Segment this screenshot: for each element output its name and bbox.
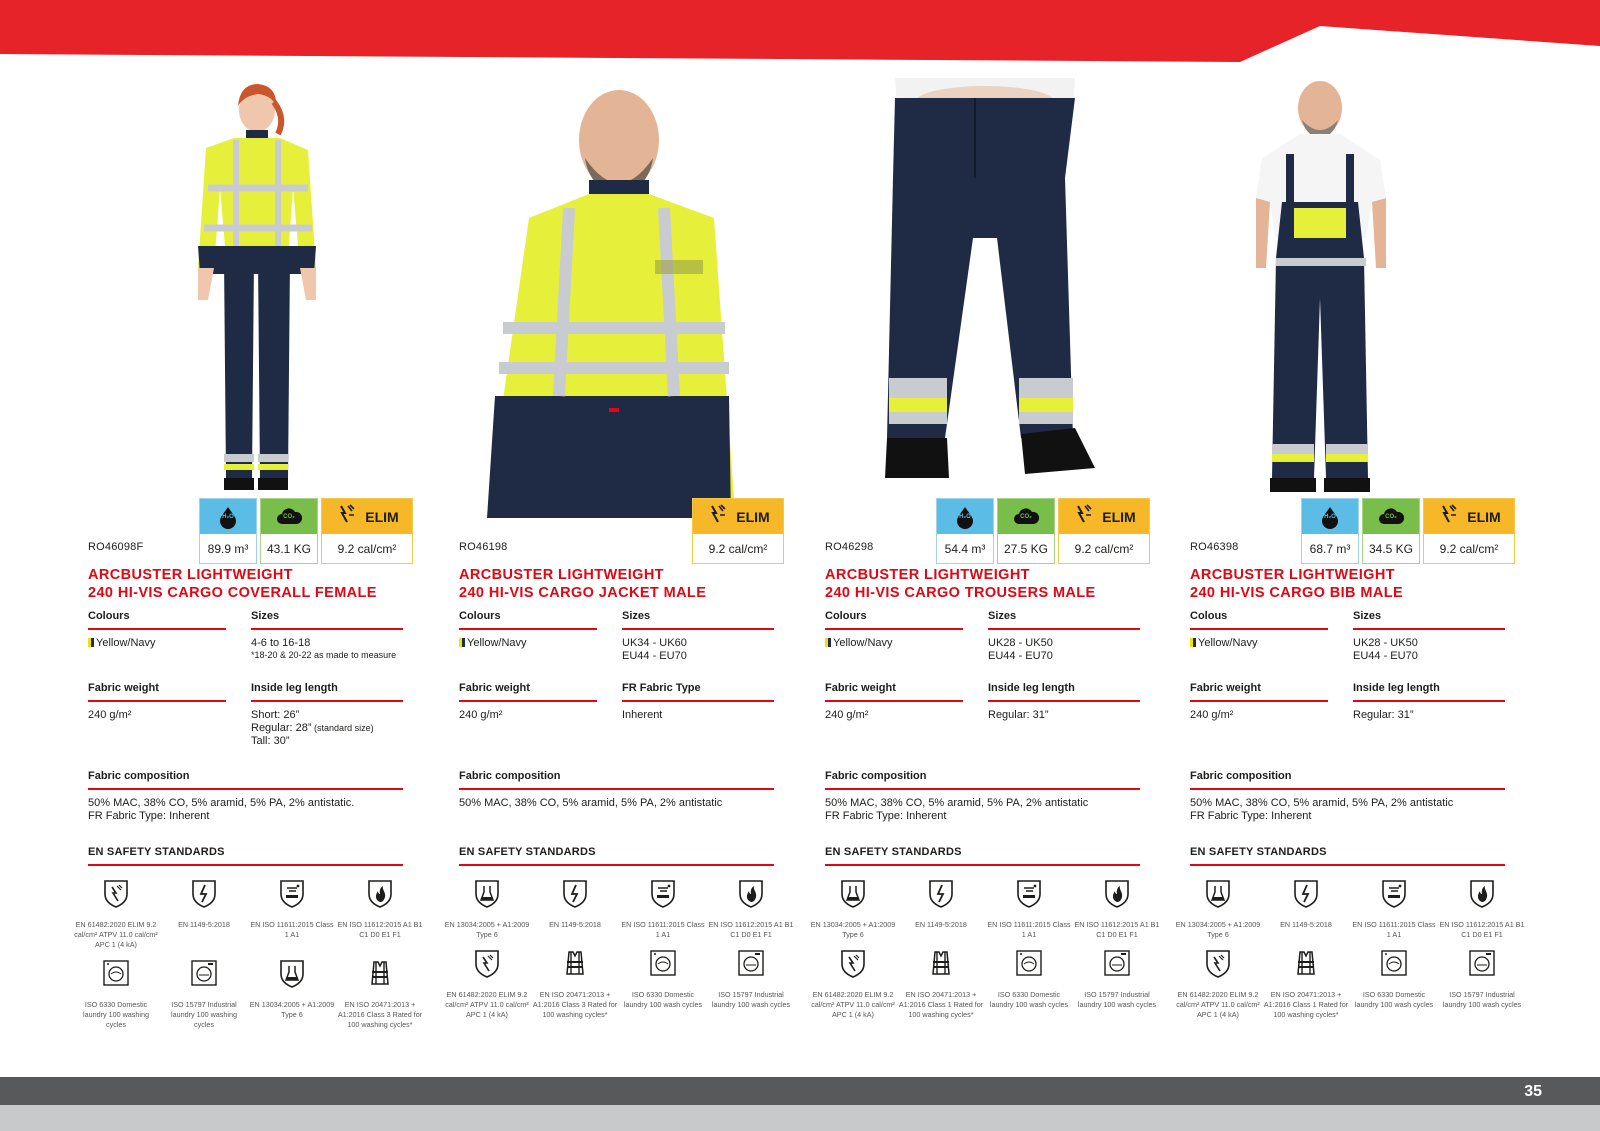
water-usage-badge xyxy=(199,498,257,564)
standard-text: EN ISO 20471:2013 + A1:2016 Class 3 Rated for 100 washing cycles* xyxy=(532,990,618,1019)
hi-vis-icon xyxy=(1292,948,1320,990)
standard-item xyxy=(72,958,160,1030)
spec-cell xyxy=(1353,630,1505,682)
spec-cell xyxy=(825,702,963,754)
fabric-composition xyxy=(1190,770,1505,823)
product-title-line-2: 240 HI-VIS CARGO BIB MALE xyxy=(1190,585,1404,601)
water-label: H₂O xyxy=(959,514,971,520)
standard-text: EN 61482:2020 ELIM 9.2 cal/cm² ATPV 11.0 cal/cm² APC 1 (4 kA) xyxy=(445,990,529,1019)
standard-item xyxy=(336,958,424,1030)
standard-item xyxy=(248,958,336,1030)
standard-text: ISO 15797 Industrial laundry 100 wash cycles xyxy=(1442,990,1522,1009)
product-column xyxy=(1175,78,1525,1068)
en-standards-heading: EN SAFETY STANDARDS xyxy=(825,846,1140,866)
spec-value-3: Tall: 30” xyxy=(251,735,290,747)
product-title xyxy=(459,566,784,602)
industrial-laundry-icon xyxy=(1468,948,1496,990)
yellow-navy-swatch xyxy=(1190,638,1196,647)
composition-heading: Fabric composition xyxy=(825,770,1140,790)
welding-icon xyxy=(649,878,677,920)
spec-table xyxy=(825,610,1150,754)
spec-value: Yellow/Navy xyxy=(833,637,893,649)
elim-value: 9.2 cal/cm² xyxy=(337,541,397,556)
spec-heading: Colours xyxy=(88,610,226,630)
composition-value xyxy=(459,790,774,810)
co2-badge xyxy=(997,498,1055,564)
product-column xyxy=(444,78,794,1068)
co2-label: CO₂ xyxy=(283,514,295,520)
industrial-laundry-icon xyxy=(1103,948,1131,990)
co2-badge xyxy=(260,498,318,564)
domestic-laundry-icon xyxy=(1015,948,1043,990)
chemical-icon xyxy=(839,878,867,920)
product-title xyxy=(1190,566,1515,602)
chemical-icon xyxy=(473,878,501,920)
spec-value: UK34 - UK60 xyxy=(622,637,687,649)
elim-badge xyxy=(692,498,784,564)
standard-item xyxy=(985,878,1073,940)
co2-badge xyxy=(1362,498,1420,564)
footer-bar xyxy=(0,1077,1600,1105)
flame-icon xyxy=(1468,878,1496,920)
standard-text: EN ISO 11612:2015 A1 B1 C1 D0 E1 F1 xyxy=(1439,920,1525,939)
standard-item xyxy=(897,948,985,1020)
electrostatic-icon xyxy=(927,878,955,920)
composition-text: 50% MAC, 38% CO, 5% aramid, 5% PA, 2% antistatic xyxy=(1190,797,1454,809)
composition-text-2: FR Fabric Type: Inherent xyxy=(1190,810,1312,822)
eco-badges xyxy=(1301,498,1515,564)
safety-standards-grid xyxy=(72,878,424,1030)
product-code: RO46198 xyxy=(459,541,508,553)
en-standards-heading: EN SAFETY STANDARDS xyxy=(459,846,774,866)
spec-heading: Inside leg length xyxy=(988,682,1140,702)
domestic-laundry-icon xyxy=(1380,948,1408,990)
spec-cell xyxy=(1353,702,1505,754)
composition-heading: Fabric composition xyxy=(88,770,403,790)
spec-cell xyxy=(88,702,226,754)
page-number: 35 xyxy=(1524,1083,1542,1100)
standard-text: EN 13034:2005 + A1:2009 Type 6 xyxy=(810,920,896,939)
water-usage-value: 54.4 m³ xyxy=(944,541,986,556)
welding-icon xyxy=(1015,878,1043,920)
standard-text: EN 1149-5:2018 xyxy=(1280,920,1332,929)
spec-cell xyxy=(988,630,1140,682)
composition-value xyxy=(88,790,403,823)
standard-item xyxy=(1073,948,1161,1020)
standard-item xyxy=(1438,878,1526,940)
co2-label: CO₂ xyxy=(1020,514,1032,520)
standard-text: EN ISO 20471:2013 + A1:2016 Class 1 Rated for 100 washing cycles* xyxy=(898,990,984,1019)
domestic-laundry-icon xyxy=(102,958,130,1000)
standard-text: EN ISO 11612:2015 A1 B1 C1 D0 E1 F1 xyxy=(708,920,794,939)
standard-item xyxy=(897,878,985,940)
spec-value: Yellow/Navy xyxy=(1198,637,1258,649)
composition-heading: Fabric composition xyxy=(1190,770,1505,790)
spec-cell xyxy=(1190,702,1328,754)
elim-label: ELIM xyxy=(1467,508,1501,525)
composition-text: 50% MAC, 38% CO, 5% aramid, 5% PA, 2% antistatic. xyxy=(88,797,355,809)
composition-text: 50% MAC, 38% CO, 5% aramid, 5% PA, 2% antistatic xyxy=(825,797,1089,809)
elim-label: ELIM xyxy=(1102,508,1136,525)
product-code: RO46098F xyxy=(88,541,144,553)
arc-flash-icon xyxy=(706,503,728,530)
standard-text: ISO 6330 Domestic laundry 100 wash cycles xyxy=(989,990,1069,1009)
water-label: H₂O xyxy=(222,514,234,520)
elim-label: ELIM xyxy=(736,508,770,525)
standard-item xyxy=(809,878,897,940)
welding-icon xyxy=(1380,878,1408,920)
safety-standards-grid xyxy=(1174,878,1526,1020)
footer-strip xyxy=(0,1105,1600,1131)
standard-item xyxy=(443,878,531,940)
standard-text: EN 13034:2005 + A1:2009 Type 6 xyxy=(249,1000,335,1019)
product-title-line-1: ARCBUSTER LIGHTWEIGHT xyxy=(825,567,1030,583)
spec-heading: Sizes xyxy=(988,610,1140,630)
spec-cell xyxy=(459,702,597,754)
standard-text: EN 1149-5:2018 xyxy=(915,920,967,929)
yellow-navy-swatch xyxy=(459,638,465,647)
spec-value: 240 g/m² xyxy=(88,709,132,721)
water-usage-badge xyxy=(1301,498,1359,564)
arc-flash-icon xyxy=(1072,503,1094,530)
spec-heading: Colours xyxy=(459,610,597,630)
standard-item xyxy=(1350,948,1438,1020)
safety-standards-grid xyxy=(809,878,1161,1020)
chemical-icon xyxy=(1204,878,1232,920)
product-column xyxy=(74,78,423,1068)
hi-vis-icon xyxy=(927,948,955,990)
electrostatic-icon xyxy=(561,878,589,920)
elim-value: 9.2 cal/cm² xyxy=(708,541,768,556)
standard-item xyxy=(443,948,531,1020)
product-code: RO46398 xyxy=(1190,541,1239,553)
electrostatic-icon xyxy=(190,878,218,920)
spec-heading: Sizes xyxy=(251,610,403,630)
spec-value: Short: 26” xyxy=(251,709,300,721)
spec-heading: Fabric weight xyxy=(459,682,597,702)
elim-label: ELIM xyxy=(365,508,399,525)
fabric-composition xyxy=(825,770,1140,823)
spec-cell xyxy=(622,702,774,754)
standard-text: EN ISO 11611:2015 Class 1 A1 xyxy=(987,920,1071,939)
arc-flash-icon xyxy=(1437,503,1459,530)
standard-text: EN ISO 20471:2013 + A1:2016 Class 3 Rated for 100 washing cycles* xyxy=(337,1000,423,1029)
spec-heading: Fabric weight xyxy=(825,682,963,702)
spec-heading: Fabric weight xyxy=(88,682,226,702)
spec-cell xyxy=(459,630,597,682)
spec-heading: Sizes xyxy=(622,610,774,630)
standard-text: EN 13034:2005 + A1:2009 Type 6 xyxy=(1175,920,1261,939)
water-usage-value: 68.7 m³ xyxy=(1309,541,1351,556)
welding-icon xyxy=(278,878,306,920)
electric-arc-icon xyxy=(102,878,130,920)
spec-cell xyxy=(88,630,226,682)
spec-table xyxy=(1190,610,1515,754)
spec-value-2: EU44 - EU70 xyxy=(622,650,687,662)
standard-item xyxy=(160,878,248,950)
spec-cell xyxy=(251,702,403,754)
standard-item xyxy=(1438,948,1526,1020)
standard-item xyxy=(619,948,707,1020)
spec-heading: Inside leg length xyxy=(1353,682,1505,702)
electrostatic-icon xyxy=(1292,878,1320,920)
standard-text: EN 61482:2020 ELIM 9.2 cal/cm² ATPV 11.0 cal/cm² APC 1 (4 kA) xyxy=(811,990,895,1019)
standard-text: EN 1149-5:2018 xyxy=(549,920,601,929)
co2-value: 34.5 KG xyxy=(1368,541,1414,556)
spec-cell xyxy=(825,630,963,682)
hi-vis-icon xyxy=(366,958,394,1000)
standard-text: EN ISO 11612:2015 A1 B1 C1 D0 E1 F1 xyxy=(1074,920,1160,939)
electric-arc-icon xyxy=(473,948,501,990)
standard-text: EN 61482:2020 ELIM 9.2 cal/cm² ATPV 11.0 cal/cm² APC 1 (4 kA) xyxy=(1176,990,1260,1019)
elim-value: 9.2 cal/cm² xyxy=(1439,541,1499,556)
hi-vis-bib-male-photo xyxy=(1190,78,1515,518)
fabric-composition xyxy=(459,770,774,810)
spec-heading: FR Fabric Type xyxy=(622,682,774,702)
standard-item xyxy=(1174,948,1262,1020)
product-title-line-1: ARCBUSTER LIGHTWEIGHT xyxy=(88,567,293,583)
spec-heading: Inside leg length xyxy=(251,682,403,702)
product-title-line-2: 240 HI-VIS CARGO COVERALL FEMALE xyxy=(88,585,377,601)
product-code: RO46298 xyxy=(825,541,874,553)
standard-item xyxy=(160,958,248,1030)
standard-text: EN 13034:2005 + A1:2009 Type 6 xyxy=(444,920,530,939)
standard-item xyxy=(72,878,160,950)
composition-value xyxy=(1190,790,1505,823)
domestic-laundry-icon xyxy=(649,948,677,990)
spec-cell xyxy=(251,630,403,682)
standard-item xyxy=(1174,878,1262,940)
composition-text-2: FR Fabric Type: Inherent xyxy=(825,810,947,822)
spec-heading: Colours xyxy=(825,610,963,630)
product-title-line-1: ARCBUSTER LIGHTWEIGHT xyxy=(1190,567,1395,583)
spec-value: UK28 - UK50 xyxy=(988,637,1053,649)
yellow-navy-swatch xyxy=(88,638,94,647)
flame-icon xyxy=(737,878,765,920)
elim-value: 9.2 cal/cm² xyxy=(1074,541,1134,556)
composition-value xyxy=(825,790,1140,823)
water-usage-value: 89.9 m³ xyxy=(207,541,249,556)
chemical-icon xyxy=(278,958,306,1000)
spec-value-2: Regular: 28” xyxy=(251,722,312,734)
spec-value: Yellow/Navy xyxy=(96,637,156,649)
electric-arc-icon xyxy=(1204,948,1232,990)
eco-badges xyxy=(936,498,1150,564)
standard-text: EN ISO 20471:2013 + A1:2016 Class 1 Rated for 100 washing cycles* xyxy=(1263,990,1349,1019)
standard-text: ISO 15797 Industrial laundry 100 washing cycles xyxy=(171,1000,237,1029)
co2-value: 43.1 KG xyxy=(266,541,312,556)
spec-value: 240 g/m² xyxy=(459,709,503,721)
eco-badges xyxy=(199,498,413,564)
standard-item xyxy=(248,878,336,950)
en-standards-heading: EN SAFETY STANDARDS xyxy=(1190,846,1505,866)
yellow-navy-swatch xyxy=(825,638,831,647)
spec-heading: Fabric weight xyxy=(1190,682,1328,702)
standard-text: EN ISO 11611:2015 Class 1 A1 xyxy=(621,920,705,939)
elim-badge xyxy=(1423,498,1515,564)
product-title-line-2: 240 HI-VIS CARGO JACKET MALE xyxy=(459,585,707,601)
flame-icon xyxy=(1103,878,1131,920)
product-title-line-2: 240 HI-VIS CARGO TROUSERS MALE xyxy=(825,585,1096,601)
standard-item xyxy=(531,948,619,1020)
spec-value-2: EU44 - EU70 xyxy=(988,650,1053,662)
industrial-laundry-icon xyxy=(190,958,218,1000)
product-column xyxy=(810,78,1160,1068)
spec-table xyxy=(459,610,784,754)
safety-standards-grid xyxy=(443,878,795,1020)
water-usage-badge xyxy=(936,498,994,564)
standard-item xyxy=(531,878,619,940)
composition-text-2: FR Fabric Type: Inherent xyxy=(88,810,210,822)
spec-cell xyxy=(1190,630,1328,682)
standard-item xyxy=(1262,878,1350,940)
spec-value: 240 g/m² xyxy=(1190,709,1234,721)
eco-badges xyxy=(692,498,784,564)
water-label: H₂O xyxy=(1324,514,1336,520)
elim-badge xyxy=(321,498,413,564)
standard-text: ISO 6330 Domestic laundry 100 washing cycles xyxy=(83,1000,149,1029)
standard-text: ISO 15797 Industrial laundry 100 wash cycles xyxy=(1077,990,1157,1009)
spec-value: 4-6 to 16-18 xyxy=(251,637,311,649)
spec-value-2-note: (standard size) xyxy=(311,723,374,733)
standard-item xyxy=(1262,948,1350,1020)
spec-value-2: EU44 - EU70 xyxy=(1353,650,1418,662)
spec-value: Regular: 31” xyxy=(1353,709,1414,721)
flame-icon xyxy=(366,878,394,920)
product-title xyxy=(88,566,413,602)
standard-item xyxy=(985,948,1073,1020)
standard-item xyxy=(809,948,897,1020)
hi-vis-trousers-male-photo xyxy=(825,78,1150,518)
composition-heading: Fabric composition xyxy=(459,770,774,790)
electric-arc-icon xyxy=(839,948,867,990)
industrial-laundry-icon xyxy=(737,948,765,990)
standard-item xyxy=(1073,878,1161,940)
hi-vis-jacket-male-photo xyxy=(459,78,784,518)
product-title xyxy=(825,566,1150,602)
hi-vis-icon xyxy=(561,948,589,990)
co2-value: 27.5 KG xyxy=(1003,541,1049,556)
fabric-composition xyxy=(88,770,403,823)
spec-heading: Sizes xyxy=(1353,610,1505,630)
spec-note: *18-20 & 20-22 as made to measure xyxy=(251,650,397,660)
standard-text: ISO 15797 Industrial laundry 100 wash cycles xyxy=(711,990,791,1009)
standard-text: EN 61482:2020 ELIM 9.2 cal/cm² ATPV 11.0 cal/cm² APC 1 (4 kA) xyxy=(74,920,158,949)
hi-vis-coverall-female-photo xyxy=(88,78,413,518)
standard-text: EN ISO 11611:2015 Class 1 A1 xyxy=(250,920,334,939)
spec-table xyxy=(88,610,413,754)
standard-text: EN 1149-5:2018 xyxy=(178,920,230,929)
spec-cell xyxy=(622,630,774,682)
spec-heading: Colous xyxy=(1190,610,1328,630)
standard-item xyxy=(1350,878,1438,940)
spec-value: Regular: 31” xyxy=(988,709,1049,721)
standard-text: EN ISO 11612:2015 A1 B1 C1 D0 E1 F1 xyxy=(337,920,423,939)
standard-item xyxy=(707,878,795,940)
standard-item xyxy=(619,878,707,940)
co2-label: CO₂ xyxy=(1385,514,1397,520)
standard-text: ISO 6330 Domestic laundry 100 wash cycles xyxy=(623,990,703,1009)
standard-item xyxy=(336,878,424,950)
spec-cell xyxy=(988,702,1140,754)
standard-text: ISO 6330 Domestic laundry 100 wash cycles xyxy=(1354,990,1434,1009)
top-red-banner xyxy=(0,0,1600,70)
standard-item xyxy=(707,948,795,1020)
standard-text: EN ISO 11611:2015 Class 1 A1 xyxy=(1352,920,1436,939)
spec-value: Inherent xyxy=(622,709,663,721)
en-standards-heading: EN SAFETY STANDARDS xyxy=(88,846,403,866)
spec-value: 240 g/m² xyxy=(825,709,869,721)
spec-value: Yellow/Navy xyxy=(467,637,527,649)
arc-flash-icon xyxy=(335,503,357,530)
composition-text: 50% MAC, 38% CO, 5% aramid, 5% PA, 2% antistatic xyxy=(459,797,723,809)
elim-badge xyxy=(1058,498,1150,564)
product-title-line-1: ARCBUSTER LIGHTWEIGHT xyxy=(459,567,664,583)
spec-value: UK28 - UK50 xyxy=(1353,637,1418,649)
